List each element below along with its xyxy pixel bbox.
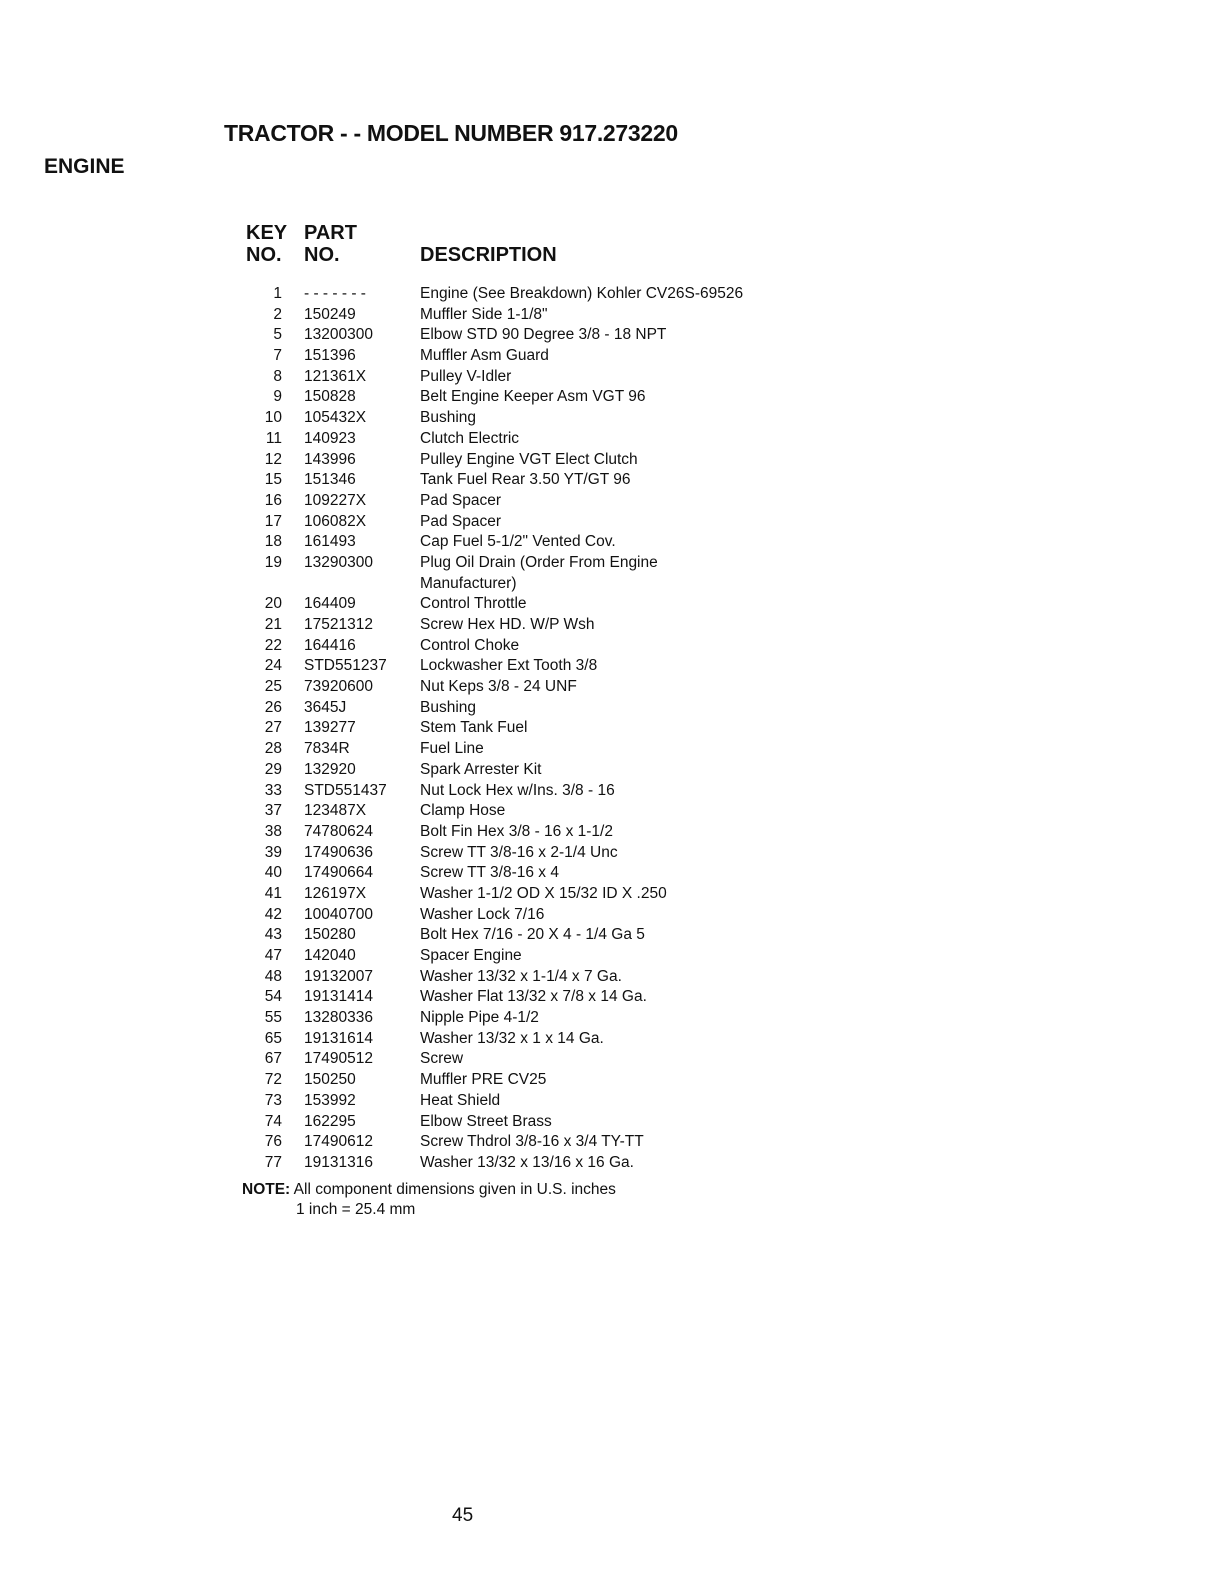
description-cell: Washer Lock 7/16 bbox=[420, 905, 545, 923]
key-no-cell: 25 bbox=[264, 678, 282, 696]
key-no-cell: 77 bbox=[264, 1153, 282, 1171]
key-no-cell: 18 bbox=[264, 533, 282, 551]
description-cell: Elbow Street Brass bbox=[420, 1112, 552, 1130]
key-no-cell: 65 bbox=[264, 1029, 282, 1047]
description-cell: Bolt Fin Hex 3/8 - 16 x 1-1/2 bbox=[420, 822, 613, 840]
key-no-cell: 67 bbox=[264, 1050, 282, 1068]
description-cell: Washer 13/32 x 1-1/4 x 7 Ga. bbox=[420, 967, 622, 985]
description-cell: Nipple Pipe 4-1/2 bbox=[420, 1009, 539, 1027]
description-cell: Bolt Hex 7/16 - 20 X 4 - 1/4 Ga 5 bbox=[420, 926, 645, 944]
part-no-cell: 164409 bbox=[304, 595, 356, 613]
key-no-cell: 16 bbox=[264, 491, 282, 509]
part-no-cell: 161493 bbox=[304, 533, 356, 551]
part-no-cell: 3645J bbox=[304, 698, 347, 716]
table-row bbox=[0, 408, 1210, 429]
part-no-cell: STD551437 bbox=[304, 781, 387, 799]
key-no-cell: 12 bbox=[264, 450, 282, 468]
description-cell: Muffler Side 1-1/8" bbox=[420, 305, 548, 323]
part-no-cell: 17490612 bbox=[304, 1133, 373, 1151]
part-no-cell: 150250 bbox=[304, 1071, 356, 1089]
description-cell: Manufacturer) bbox=[420, 574, 517, 592]
key-no-cell: 27 bbox=[264, 719, 282, 737]
table-row bbox=[0, 1008, 1210, 1029]
key-header-line2: NO. bbox=[246, 244, 282, 266]
description-cell: Elbow STD 90 Degree 3/8 - 18 NPT bbox=[420, 326, 667, 344]
table-row bbox=[0, 429, 1210, 450]
key-no-cell: 72 bbox=[264, 1071, 282, 1089]
table-row bbox=[0, 863, 1210, 884]
part-no-cell: 126197X bbox=[304, 884, 367, 902]
description-cell: Bushing bbox=[420, 698, 477, 716]
table-row bbox=[0, 925, 1210, 946]
table-row bbox=[0, 532, 1210, 553]
part-no-cell: 7834R bbox=[304, 740, 350, 758]
table-row bbox=[0, 1070, 1210, 1091]
description-cell: Washer Flat 13/32 x 7/8 x 14 Ga. bbox=[420, 988, 647, 1006]
table-row bbox=[0, 967, 1210, 988]
table-row bbox=[0, 553, 1210, 574]
part-no-cell: 140923 bbox=[304, 429, 356, 447]
key-no-cell: 11 bbox=[265, 429, 282, 447]
key-no-cell: 10 bbox=[264, 409, 282, 427]
part-no-cell: 143996 bbox=[304, 450, 356, 468]
table-row bbox=[0, 1112, 1210, 1133]
table-row bbox=[0, 905, 1210, 926]
description-cell: Washer 13/32 x 13/16 x 16 Ga. bbox=[420, 1153, 634, 1171]
key-no-cell: 40 bbox=[264, 864, 282, 882]
part-no-cell: 13200300 bbox=[304, 326, 373, 344]
part-no-cell: 10040700 bbox=[304, 905, 373, 923]
table-row bbox=[0, 760, 1210, 781]
key-no-cell: 19 bbox=[264, 553, 282, 571]
description-cell: Plug Oil Drain (Order From Engine bbox=[420, 553, 658, 571]
table-row bbox=[0, 1153, 1210, 1174]
part-no-cell: 121361X bbox=[304, 367, 367, 385]
key-no-cell: 76 bbox=[264, 1133, 282, 1151]
table-row bbox=[0, 801, 1210, 822]
page-number: 45 bbox=[452, 1505, 474, 1526]
part-no-cell: - - - - - - - bbox=[304, 285, 366, 302]
key-no-cell: 2 bbox=[273, 305, 282, 323]
table-row bbox=[0, 677, 1210, 698]
description-cell: Muffler Asm Guard bbox=[420, 347, 549, 365]
description-cell: Spacer Engine bbox=[420, 947, 522, 964]
part-no-cell: 13290300 bbox=[304, 553, 373, 571]
key-no-cell: 73 bbox=[264, 1091, 282, 1109]
key-no-cell: 33 bbox=[264, 781, 282, 799]
key-no-cell: 39 bbox=[264, 843, 282, 861]
note-label: NOTE: bbox=[242, 1181, 291, 1198]
table-row bbox=[0, 636, 1210, 657]
table-row bbox=[0, 884, 1210, 905]
table-row bbox=[0, 1091, 1210, 1112]
part-no-cell: 151346 bbox=[304, 471, 356, 489]
part-no-cell: 74780624 bbox=[304, 822, 373, 840]
table-row bbox=[0, 325, 1210, 346]
key-header-line1: KEY bbox=[246, 222, 288, 244]
description-cell: Screw TT 3/8-16 x 2-1/4 Unc bbox=[420, 843, 618, 861]
part-no-cell: 73920600 bbox=[304, 678, 373, 696]
key-no-cell: 26 bbox=[264, 698, 282, 716]
description-cell: Pulley V-Idler bbox=[420, 367, 512, 385]
part-no-cell: 17521312 bbox=[304, 616, 373, 633]
part-no-cell: 150828 bbox=[304, 388, 356, 406]
description-cell: Belt Engine Keeper Asm VGT 96 bbox=[420, 388, 646, 406]
part-no-cell: 150249 bbox=[304, 305, 356, 323]
key-no-cell: 41 bbox=[264, 884, 282, 902]
key-no-cell: 37 bbox=[264, 802, 282, 820]
table-row bbox=[0, 574, 1210, 595]
table-row bbox=[0, 946, 1210, 967]
description-cell: Pad Spacer bbox=[420, 512, 501, 530]
description-cell: Muffler PRE CV25 bbox=[420, 1071, 547, 1089]
description-cell: Stem Tank Fuel bbox=[420, 719, 528, 737]
part-no-cell: 132920 bbox=[304, 760, 356, 778]
description-cell: Screw TT 3/8-16 x 4 bbox=[420, 864, 559, 882]
table-row bbox=[0, 594, 1210, 615]
description-header: DESCRIPTION bbox=[420, 244, 557, 266]
description-cell: Nut Keps 3/8 - 24 UNF bbox=[420, 678, 577, 696]
part-no-cell: 151396 bbox=[304, 347, 356, 365]
part-no-cell: 17490664 bbox=[304, 864, 373, 882]
table-row bbox=[0, 698, 1210, 719]
key-no-cell: 47 bbox=[264, 947, 282, 964]
table-row bbox=[0, 450, 1210, 471]
table-row bbox=[0, 346, 1210, 367]
description-cell: Screw bbox=[420, 1050, 464, 1068]
key-no-cell: 5 bbox=[273, 326, 282, 344]
part-no-cell: 19131316 bbox=[304, 1153, 373, 1171]
page-title: TRACTOR - - MODEL NUMBER 917.273220 bbox=[224, 120, 678, 146]
part-no-cell: 17490636 bbox=[304, 843, 373, 861]
key-no-cell: 55 bbox=[264, 1009, 282, 1027]
table-row bbox=[0, 1132, 1210, 1153]
part-no-cell: 19132007 bbox=[304, 967, 373, 985]
description-cell: Washer 13/32 x 1 x 14 Ga. bbox=[420, 1029, 604, 1047]
part-no-cell: 13280336 bbox=[304, 1009, 373, 1027]
table-row bbox=[0, 305, 1210, 326]
part-header-line2: NO. bbox=[304, 244, 340, 266]
note-line2: 1 inch = 25.4 mm bbox=[296, 1201, 416, 1218]
part-no-cell: 106082X bbox=[304, 512, 367, 530]
description-cell: Clamp Hose bbox=[420, 802, 506, 820]
table-row bbox=[0, 656, 1210, 677]
description-cell: Nut Lock Hex w/Ins. 3/8 - 16 bbox=[420, 781, 615, 799]
key-no-cell: 24 bbox=[264, 657, 282, 675]
key-no-header bbox=[246, 222, 287, 266]
key-no-cell: 29 bbox=[264, 760, 282, 778]
description-cell: Tank Fuel Rear 3.50 YT/GT 96 bbox=[420, 471, 631, 489]
key-no-cell: 7 bbox=[273, 347, 282, 365]
table-row bbox=[0, 1029, 1210, 1050]
part-no-header bbox=[304, 222, 357, 266]
table-row bbox=[0, 470, 1210, 491]
table-row bbox=[0, 1049, 1210, 1070]
description-cell: Spark Arrester Kit bbox=[420, 760, 542, 778]
part-no-cell: 150280 bbox=[304, 926, 356, 944]
part-no-cell: 153992 bbox=[304, 1091, 356, 1109]
description-cell: Control Throttle bbox=[420, 595, 527, 613]
key-no-cell: 15 bbox=[264, 471, 282, 489]
key-no-cell: 42 bbox=[264, 905, 282, 923]
description-cell: Control Choke bbox=[420, 636, 520, 654]
key-no-cell: 43 bbox=[264, 926, 282, 944]
key-no-cell: 20 bbox=[264, 595, 282, 613]
part-no-cell: STD551237 bbox=[304, 657, 387, 675]
part-no-cell: 164416 bbox=[304, 636, 356, 654]
description-cell: Fuel Line bbox=[420, 740, 484, 758]
key-no-cell: 74 bbox=[264, 1112, 282, 1130]
description-cell: Pad Spacer bbox=[420, 491, 501, 509]
table-row bbox=[0, 739, 1210, 760]
table-row bbox=[0, 284, 1210, 305]
table-row bbox=[0, 822, 1210, 843]
table-row bbox=[0, 987, 1210, 1008]
key-no-cell: 21 bbox=[264, 616, 282, 633]
description-cell: Clutch Electric bbox=[420, 429, 520, 447]
key-no-cell: 8 bbox=[273, 367, 282, 385]
part-no-cell: 109227X bbox=[304, 491, 367, 509]
key-no-cell: 48 bbox=[264, 967, 282, 985]
parts-list bbox=[0, 284, 1210, 1174]
table-row bbox=[0, 512, 1210, 533]
part-no-cell: 19131414 bbox=[304, 988, 373, 1006]
description-cell: Pulley Engine VGT Elect Clutch bbox=[420, 450, 638, 468]
description-cell: Engine (See Breakdown) Kohler CV26S-69526 bbox=[420, 285, 744, 302]
part-no-cell: 162295 bbox=[304, 1112, 356, 1130]
key-no-cell: 1 bbox=[273, 285, 282, 302]
part-no-cell: 19131614 bbox=[304, 1029, 373, 1047]
note bbox=[242, 1180, 616, 1200]
part-header-line1: PART bbox=[304, 222, 357, 244]
key-no-cell: 17 bbox=[264, 512, 282, 530]
description-cell: Bushing bbox=[420, 409, 477, 427]
key-no-cell: 9 bbox=[273, 388, 282, 406]
key-no-cell: 54 bbox=[264, 988, 282, 1006]
part-no-cell: 105432X bbox=[304, 409, 367, 427]
table-row bbox=[0, 615, 1210, 636]
table-row bbox=[0, 491, 1210, 512]
key-no-cell: 22 bbox=[264, 636, 282, 654]
description-cell: Lockwasher Ext Tooth 3/8 bbox=[420, 657, 598, 675]
description-cell: Screw Hex HD. W/P Wsh bbox=[420, 616, 595, 633]
part-no-cell: 17490512 bbox=[304, 1050, 373, 1068]
description-cell: Cap Fuel 5-1/2" Vented Cov. bbox=[420, 533, 616, 551]
table-row bbox=[0, 387, 1210, 408]
table-row bbox=[0, 781, 1210, 802]
key-no-cell: 38 bbox=[264, 822, 282, 840]
table-row bbox=[0, 718, 1210, 739]
description-cell: Screw Thdrol 3/8-16 x 3/4 TY-TT bbox=[420, 1133, 644, 1151]
part-no-cell: 139277 bbox=[304, 719, 356, 737]
table-row bbox=[0, 367, 1210, 388]
part-no-cell: 123487X bbox=[304, 802, 367, 820]
part-no-cell: 142040 bbox=[304, 947, 356, 964]
note-line1: All component dimensions given in U.S. inches bbox=[293, 1181, 616, 1198]
table-row bbox=[0, 843, 1210, 864]
section-title: ENGINE bbox=[44, 155, 125, 178]
description-cell: Washer 1-1/2 OD X 15/32 ID X .250 bbox=[420, 884, 667, 902]
key-no-cell: 28 bbox=[264, 740, 282, 758]
description-cell: Heat Shield bbox=[420, 1091, 501, 1109]
